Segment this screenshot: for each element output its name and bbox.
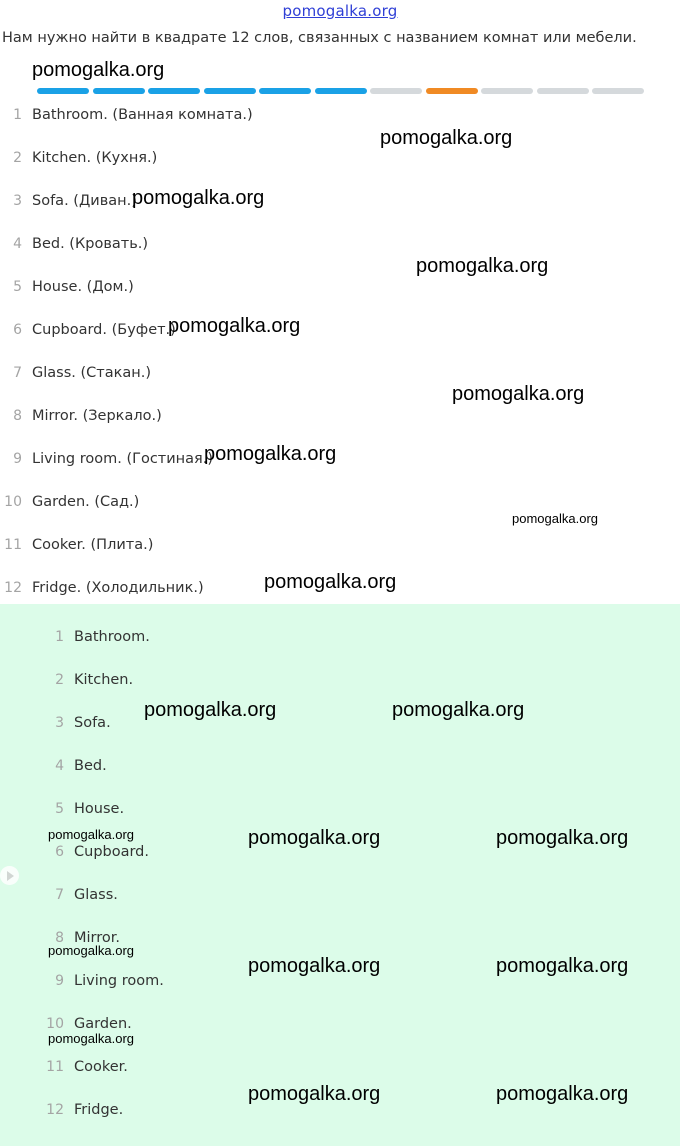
item-text: Cooker.: [74, 1058, 128, 1075]
watermark: pomogalka.org: [48, 943, 134, 958]
item-text: Bathroom.: [74, 628, 150, 645]
list-item: [0, 136, 680, 179]
item-number: 4: [13, 235, 22, 252]
item-number: 6: [13, 321, 22, 338]
play-icon: [7, 871, 14, 881]
task-description: Нам нужно найти в квадрате 12 слов, связанных с названием комнат или мебели.: [2, 30, 637, 46]
list-item: [42, 615, 642, 658]
item-text: Sofa. (Диван.): [32, 192, 137, 209]
item-text: House. (Дом.): [32, 278, 134, 295]
list-item: [0, 222, 680, 265]
item-number: 11: [46, 1058, 64, 1075]
watermark: pomogalka.org: [496, 1083, 629, 1105]
item-text: Cupboard. (Буфет.): [32, 321, 176, 338]
item-number: 5: [55, 800, 64, 817]
item-text: Glass.: [74, 886, 118, 903]
item-number: 3: [13, 192, 22, 209]
item-text: Living room. (Гостиная.): [32, 450, 214, 467]
item-text: Fridge. (Холодильник.): [32, 579, 204, 596]
watermark: pomogalka.org: [248, 1083, 381, 1105]
watermark: pomogalka.org: [204, 443, 337, 465]
item-text: Bed. (Кровать.): [32, 235, 149, 252]
item-number: 3: [55, 714, 64, 731]
item-number: 4: [55, 757, 64, 774]
item-text: Kitchen. (Кухня.): [32, 149, 158, 166]
item-number: 1: [13, 106, 22, 123]
list-item: [42, 787, 642, 830]
item-text: Mirror. (Зеркало.): [32, 407, 162, 424]
item-number: 10: [46, 1015, 64, 1032]
item-number: 6: [55, 843, 64, 860]
watermark: pomogalka.org: [452, 383, 585, 405]
item-text: Sofa.: [74, 714, 111, 731]
watermark: pomogalka.org: [380, 127, 513, 149]
item-number: 11: [4, 536, 22, 553]
watermark: pomogalka.org: [416, 255, 549, 277]
item-text: Living room.: [74, 972, 164, 989]
item-text: Cooker. (Плита.): [32, 536, 154, 553]
list-item: [42, 873, 642, 916]
watermark: pomogalka.org: [48, 827, 134, 842]
play-button[interactable]: [0, 866, 19, 885]
list-item: [42, 744, 642, 787]
watermark: pomogalka.org: [248, 955, 381, 977]
item-text: Bathroom. (Ванная комната.): [32, 106, 253, 123]
list-item: [0, 308, 680, 351]
item-number: 7: [13, 364, 22, 381]
item-number: 12: [46, 1101, 64, 1118]
item-number: 9: [55, 972, 64, 989]
list-item: [0, 265, 680, 308]
item-text: Mirror.: [74, 929, 120, 946]
watermark: pomogalka.org: [32, 59, 165, 81]
item-number: 10: [4, 493, 22, 510]
watermark: pomogalka.org: [496, 827, 629, 849]
item-text: House.: [74, 800, 125, 817]
item-text: Glass. (Стакан.): [32, 364, 151, 381]
item-number: 2: [13, 149, 22, 166]
list-item: [42, 1045, 642, 1088]
watermark: pomogalka.org: [168, 315, 301, 337]
item-text: Garden. (Сад.): [32, 493, 140, 510]
watermark: pomogalka.org: [496, 955, 629, 977]
item-text: Cupboard.: [74, 843, 149, 860]
watermark: pomogalka.org: [144, 699, 277, 721]
list-item: [0, 523, 680, 566]
item-number: 5: [13, 278, 22, 295]
watermark: pomogalka.org: [264, 571, 397, 593]
list-item: [42, 658, 642, 701]
watermark: pomogalka.org: [512, 511, 598, 526]
list-item: [0, 93, 680, 136]
item-number: 12: [4, 579, 22, 596]
list-item: [0, 179, 680, 222]
item-text: Kitchen.: [74, 671, 134, 688]
site-header-link[interactable]: pomogalka.org: [282, 2, 398, 20]
list-item: [0, 437, 680, 480]
item-text: Bed.: [74, 757, 107, 774]
watermark: pomogalka.org: [248, 827, 381, 849]
item-number: 8: [55, 929, 64, 946]
list-item: [42, 701, 642, 744]
item-number: 9: [13, 450, 22, 467]
item-number: 1: [55, 628, 64, 645]
item-text: Fridge.: [74, 1101, 124, 1118]
item-number: 8: [13, 407, 22, 424]
item-number: 7: [55, 886, 64, 903]
item-text: Garden.: [74, 1015, 132, 1032]
answer-box: [0, 604, 680, 1146]
watermark: pomogalka.org: [132, 187, 265, 209]
watermark: pomogalka.org: [392, 699, 525, 721]
item-number: 2: [55, 671, 64, 688]
watermark: pomogalka.org: [48, 1031, 134, 1046]
